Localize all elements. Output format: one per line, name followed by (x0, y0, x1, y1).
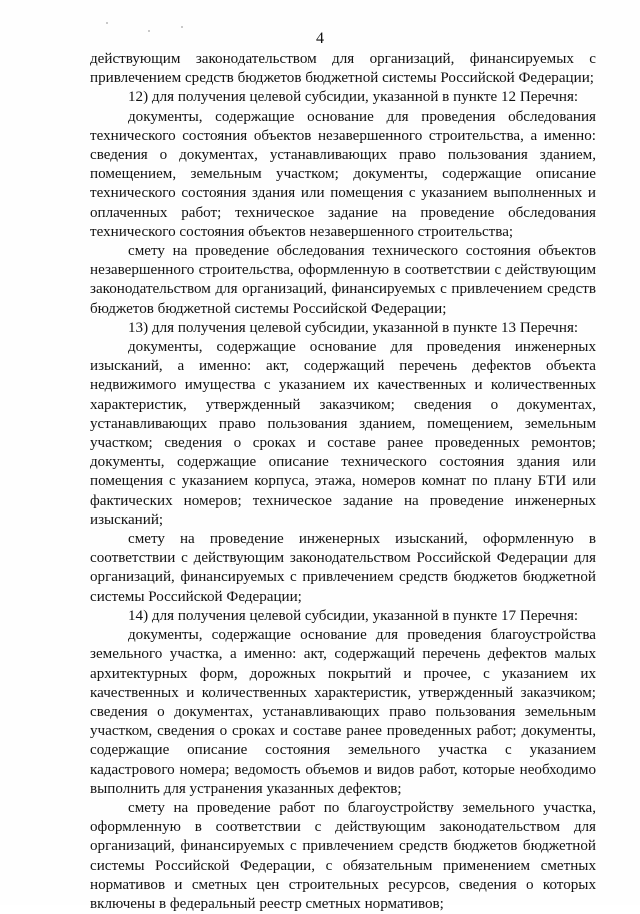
paragraph-item-13-estimate: смету на проведение инженерных изысканий, оформленную в соответствии с действующим законодательством Российской Федерации для организаций, финансируемых с привлечением средств бюджетов бюджетной системы Российской Федерации; (90, 531, 596, 605)
paragraph-item-12-heading: 12) для получения целевой субсидии, указанной в пункте 12 Перечня: (128, 89, 579, 106)
scan-speck (181, 26, 183, 28)
paragraph-item-13-heading: 13) для получения целевой субсидии, указанной в пункте 13 Перечня: (128, 319, 579, 336)
paragraph-item-13-documents: документы, содержащие основание для проведения инженерных изысканий, а именно: акт, содержащий перечень дефектов объекта недвижимого имущества с указанием их качественных и количественных характеристик, утвержденный заказчиком; сведения о документах, устанавливающих право пользования зданием, помещением, земельным участком; сведения о сроках и составе ранее проведенных ремонтов; документы, содержащие описание технического состояния здания или помещения с указанием корпуса, этажа, номеров комнат по плану БТИ или фактических номеров; техническое задание на проведение инженерных изысканий; (90, 339, 596, 528)
document-body (90, 50, 596, 914)
scan-speck (106, 22, 108, 24)
paragraph-continuation: действующим законодательством для организаций, финансируемых с привлечением средств бюджетов бюджетной системы Российской Федерации; (90, 51, 596, 87)
paragraph-item-12-documents: документы, содержащие основание для проведения обследования технического состояния объектов незавершенного строительства, а именно: сведения о документах, устанавливающих право пользования зданием, помещением, земельным участком; документы, содержащие описание технического состояния здания или помещения с указанием выполненных и оплаченных работ; техническое задание на проведение обследования технического состояния объектов незавершенного строительства; (90, 108, 596, 240)
paragraph-item-12-estimate: смету на проведение обследования технического состояния объектов незавершенного строительства, оформленную в соответствии с действующим законодательством для организаций, финансируемых с привлечением средств бюджетов бюджетной системы Российской Федерации; (90, 243, 596, 317)
paragraph-item-14-estimate: смету на проведение работ по благоустройству земельного участка, оформленную в соответствии с действующим законодательством для организаций, финансируемых с привлечением средств бюджетов бюджетной системы Российской Федерации, с обязательным применением сметных нормативов и сметных цен строительных ресурсов, сведения о которых включены в федеральный реестр сметных нормативов; (90, 799, 596, 912)
paragraph-item-14-heading: 14) для получения целевой субсидии, указанной в пункте 17 Перечня: (128, 607, 579, 624)
paragraph-item-14-documents: документы, содержащие основание для проведения благоустройства земельного участка, а именно: акт, содержащий перечень дефектов малых архитектурных форм, дорожных покрытий и прочее, с указанием их качественных и количественных характеристик, утвержденный заказчиком; сведения о документах, устанавливающих право пользования земельным участком, сведения о сроках и составе ранее проведенных работ; документы, содержащие описание состояния земельного участка с указанием кадастрового номера; ведомость объемов и видов работ, которые необходимо выполнить для устранения указанных дефектов; (90, 627, 596, 797)
page-number: 4 (316, 30, 324, 47)
scan-speck (148, 30, 150, 32)
